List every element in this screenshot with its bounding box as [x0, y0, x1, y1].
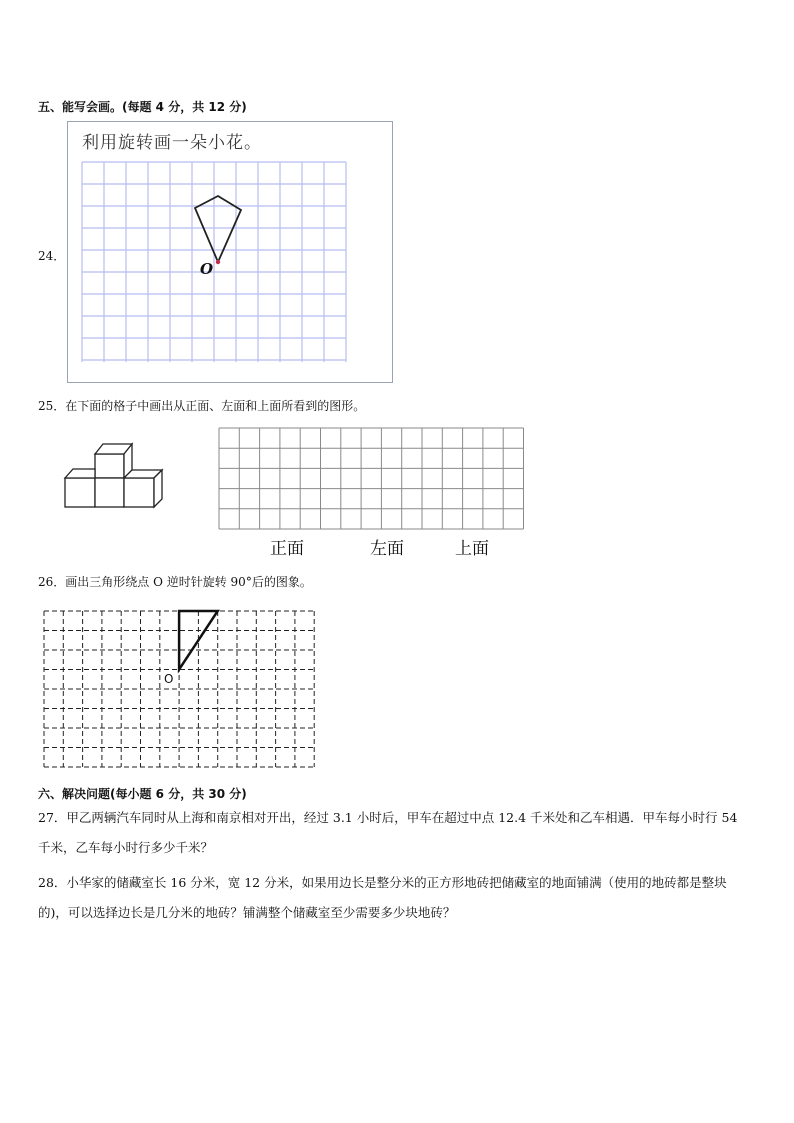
label-front-view: 正面 [270, 539, 304, 559]
question-25-text: 25．在下面的格子中画出从正面、左面和上面所看到的图形。 [38, 399, 366, 413]
question-24-number: 24． [38, 249, 66, 263]
question-24-figure [67, 121, 393, 383]
rotation-point-o-label: O [164, 672, 174, 686]
views-grid [218, 427, 528, 531]
label-left-view: 左面 [370, 539, 404, 559]
label-top-view: 上面 [455, 539, 489, 559]
cube-stack-figure [62, 438, 172, 528]
rotation-grid [68, 122, 392, 382]
question-26-text: 26．画出三角形绕点 O 逆时针旋转 90°后的图象。 [38, 575, 312, 589]
point-o-label: O [200, 260, 214, 278]
section-6-title: 六、解决问题(每小题 6 分，共 30 分) [38, 787, 247, 801]
section-5-title: 五、能写会画。(每题 4 分，共 12 分) [38, 100, 247, 114]
figure-caption: 利用旋转画一朵小花。 [82, 133, 262, 153]
question-27-text: 27．甲乙两辆汽车同时从上海和南京相对开出，经过 3.1 小时后，甲车在超过中点 12.4 千米处和乙车相遇．甲车每小时行 54 千米，乙车每小时行多少千米？ [38, 810, 738, 855]
question-28-text: 28．小华家的储藏室长 16 分米，宽 12 分米，如果用边长是整分米的正方形地砖把储藏室的地面铺满（使用的地砖都是整块的)，可以选择边长是几分米的地砖？铺满整个储藏室至少需要多少块地砖？ [38, 875, 727, 920]
dashed-rotation-grid [42, 609, 320, 771]
